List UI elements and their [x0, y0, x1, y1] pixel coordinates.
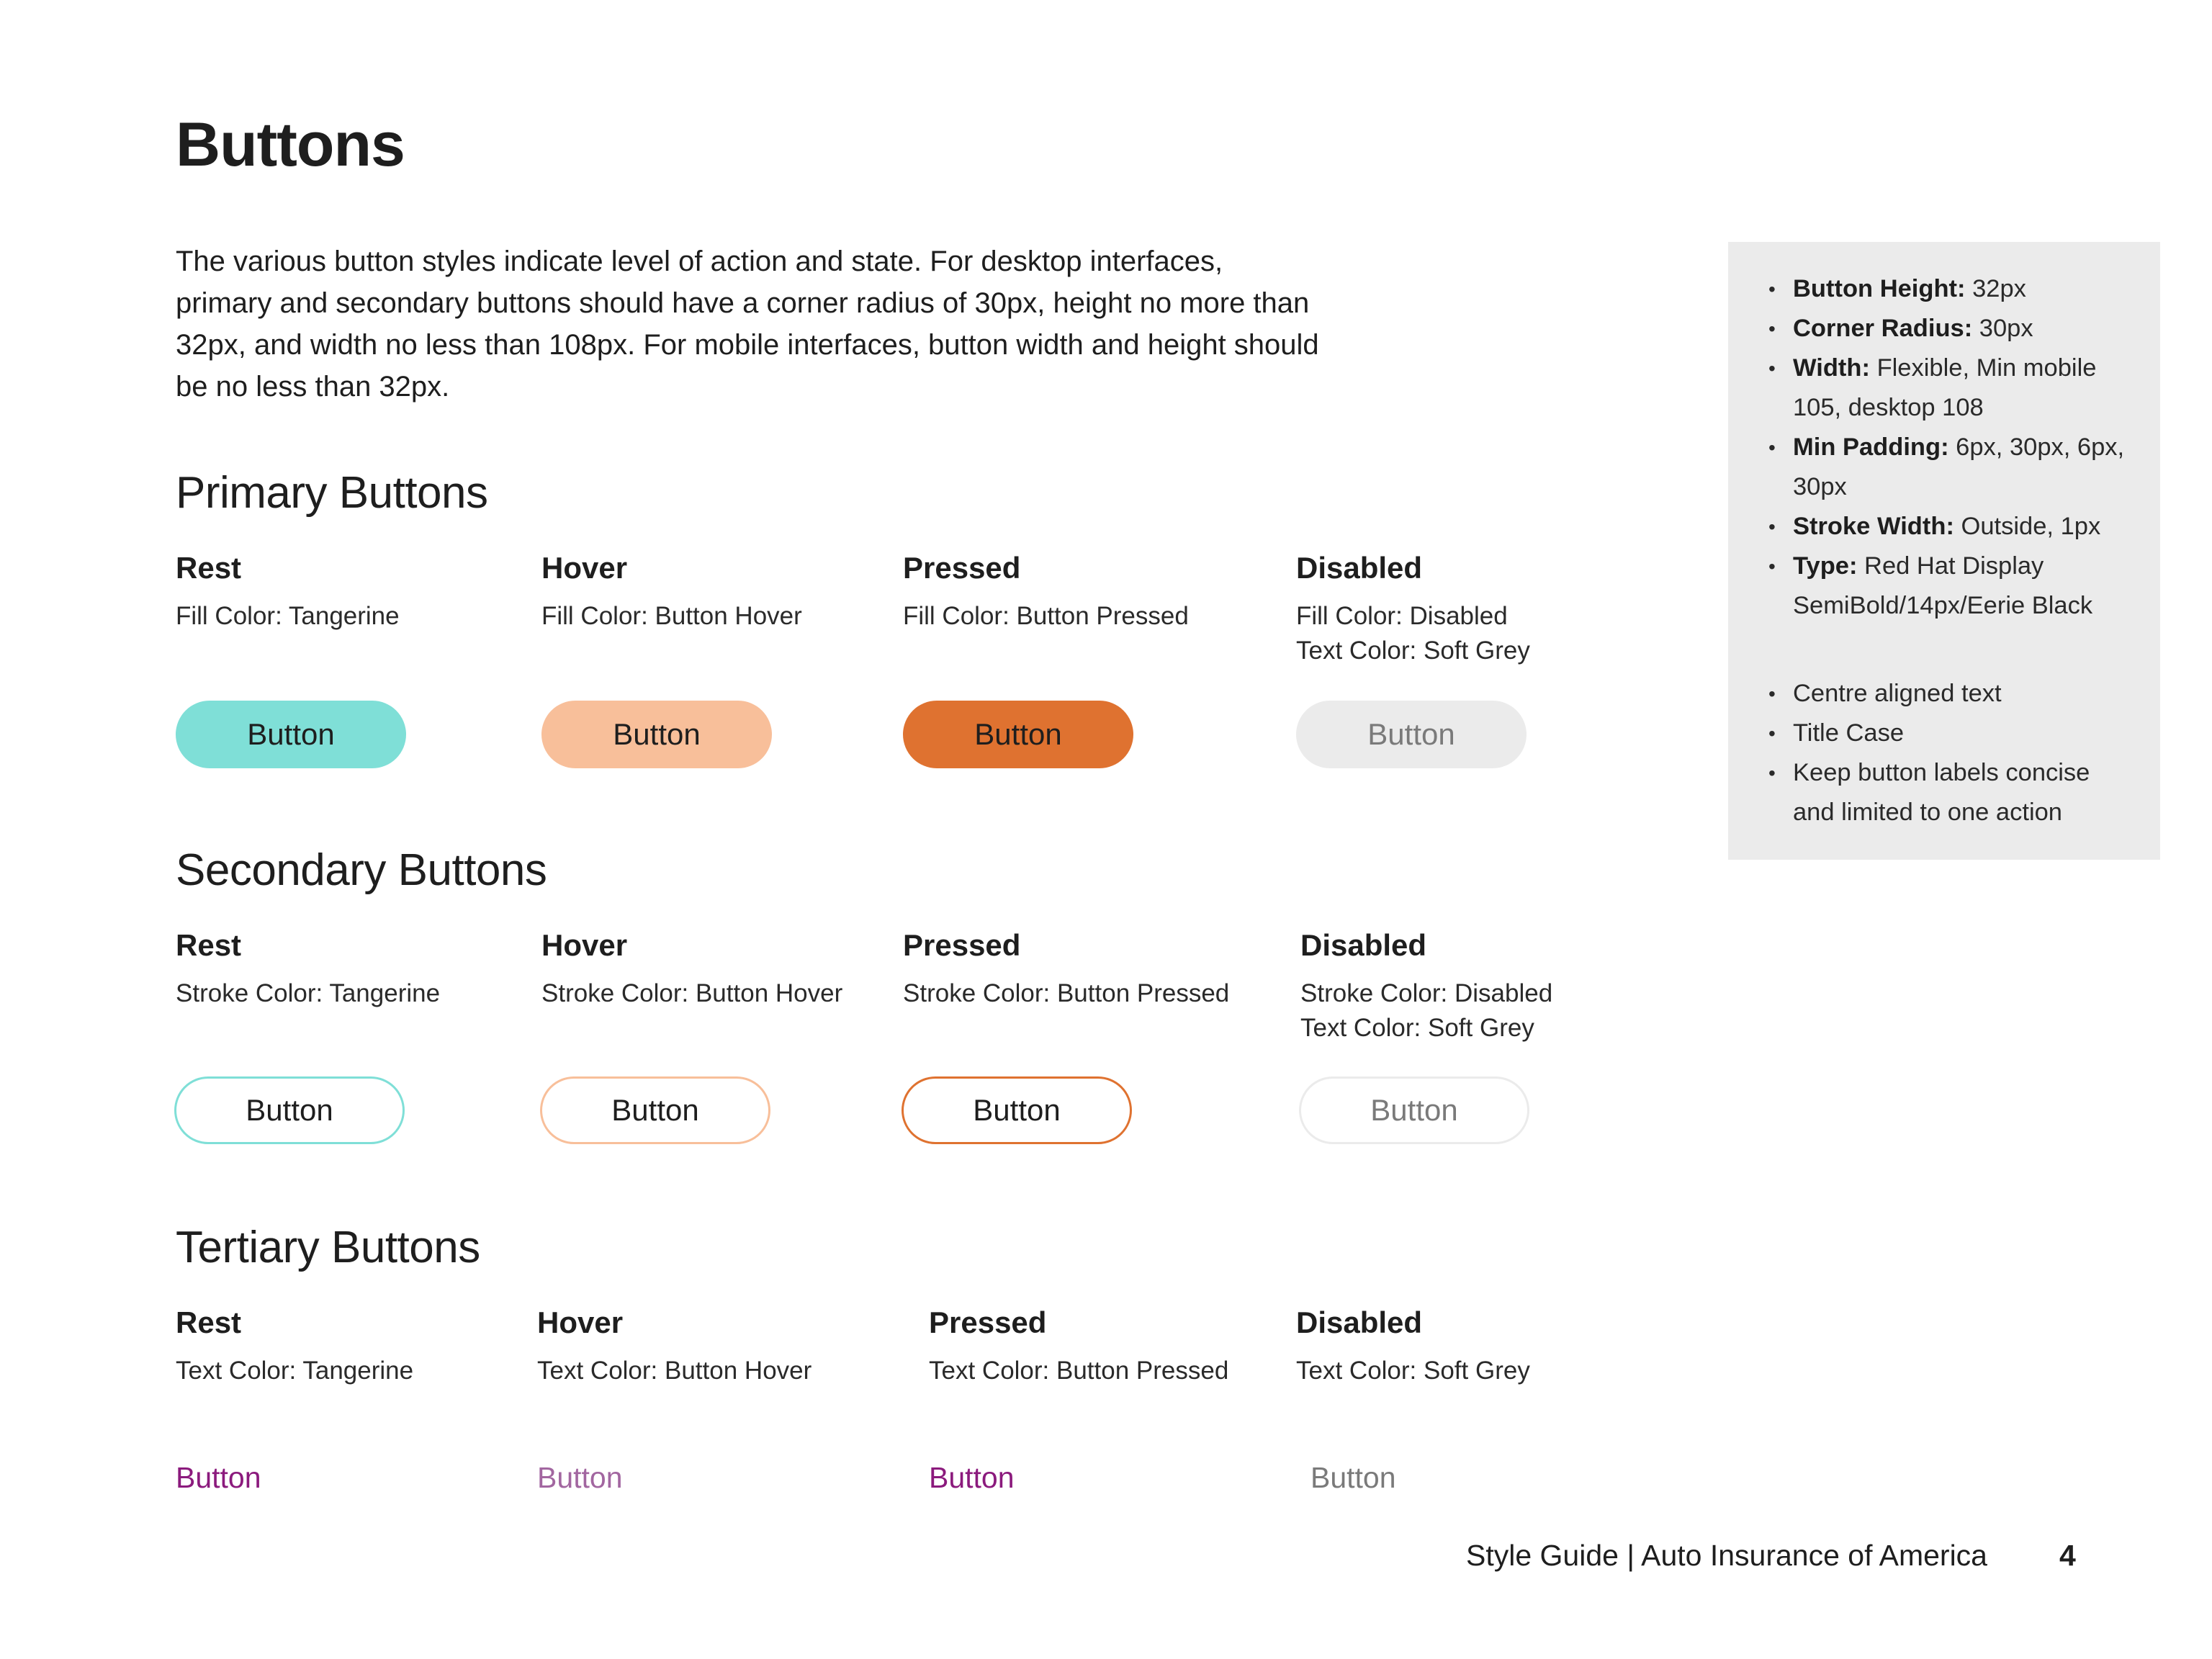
tertiary-rest-spec: Text Color: Tangerine — [176, 1357, 414, 1385]
secondary-disabled-spec-text: Text Color: Soft Grey — [1300, 1014, 1534, 1042]
spec-key: Button Height: — [1793, 275, 1966, 302]
secondary-disabled-title: Disabled — [1300, 928, 1427, 962]
note-text: Centre aligned text — [1793, 680, 2002, 707]
spec-list — [1768, 269, 2131, 626]
primary-rest-button[interactable]: Button — [176, 701, 406, 768]
primary-pressed-spec: Fill Color: Button Pressed — [903, 602, 1189, 630]
secondary-pressed-title: Pressed — [903, 928, 1021, 962]
intro-line: The various button styles indicate level of action and state. For desktop interfaces, — [176, 246, 1223, 277]
tertiary-pressed-button[interactable]: Button — [929, 1461, 1015, 1494]
spec-key: Type: — [1793, 552, 1858, 580]
intro-line: primary and secondary buttons should have a corner radius of 30px, height no more than — [176, 287, 1310, 319]
note-text: Keep button labels concise — [1793, 759, 2090, 786]
spec-value: 105, desktop 108 — [1793, 394, 1984, 421]
spec-value: 30px — [1972, 315, 2033, 342]
note-text: and limited to one action — [1793, 799, 2062, 826]
primary-hover-spec: Fill Color: Button Hover — [541, 602, 802, 630]
spec-item — [1793, 507, 2131, 547]
spec-value: 32px — [1965, 275, 2026, 302]
tertiary-disabled-spec: Text Color: Soft Grey — [1296, 1357, 1530, 1385]
spec-item — [1793, 428, 2131, 507]
primary-rest-spec: Fill Color: Tangerine — [176, 602, 400, 630]
spec-item — [1793, 547, 2131, 626]
primary-rest-title: Rest — [176, 551, 242, 585]
footer-text: Style Guide | Auto Insurance of America — [1466, 1539, 1987, 1572]
secondary-disabled-button: Button — [1299, 1076, 1529, 1144]
spec-item — [1793, 269, 2131, 309]
note-text: Title Case — [1793, 719, 1905, 747]
intro-line: be no less than 32px. — [176, 371, 450, 403]
spec-value: Outside, 1px — [1954, 513, 2101, 540]
spec-item — [1793, 349, 2131, 428]
primary-pressed-title: Pressed — [903, 551, 1021, 585]
spec-key: Stroke Width: — [1793, 513, 1954, 540]
tertiary-rest-button[interactable]: Button — [176, 1461, 261, 1494]
spec-value: Flexible, Min mobile — [1869, 354, 2097, 382]
spec-value: 6px, 30px, 6px, — [1948, 433, 2125, 461]
note-item — [1793, 753, 2131, 832]
note-item — [1793, 674, 2131, 714]
spec-value: 30px — [1793, 473, 1847, 500]
spec-key: Corner Radius: — [1793, 315, 1973, 342]
tertiary-pressed-spec: Text Color: Button Pressed — [929, 1357, 1229, 1385]
secondary-pressed-button[interactable]: Button — [902, 1076, 1132, 1144]
page-number: 4 — [2059, 1539, 2076, 1572]
notes-list — [1768, 674, 2131, 832]
spec-key: Min Padding: — [1793, 433, 1949, 461]
secondary-hover-spec: Stroke Color: Button Hover — [541, 979, 843, 1007]
secondary-hover-title: Hover — [541, 928, 628, 962]
primary-pressed-button[interactable]: Button — [903, 701, 1133, 768]
secondary-disabled-spec: Stroke Color: Disabled — [1300, 979, 1553, 1007]
spec-key: Width: — [1793, 354, 1870, 382]
tertiary-pressed-title: Pressed — [929, 1305, 1047, 1339]
spec-value: Red Hat Display — [1857, 552, 2044, 580]
spec-item — [1793, 309, 2131, 349]
tertiary-hover-spec: Text Color: Button Hover — [537, 1357, 812, 1385]
primary-disabled-spec-text: Text Color: Soft Grey — [1296, 637, 1530, 665]
tertiary-hover-button[interactable]: Button — [537, 1461, 623, 1494]
primary-section-title: Primary Buttons — [176, 468, 488, 518]
tertiary-section-title: Tertiary Buttons — [176, 1223, 480, 1272]
spec-value: SemiBold/14px/Eerie Black — [1793, 592, 2093, 619]
tertiary-rest-title: Rest — [176, 1305, 242, 1339]
secondary-section-title: Secondary Buttons — [176, 845, 547, 895]
intro-paragraph — [176, 240, 1414, 408]
page-title: Buttons — [176, 110, 405, 179]
primary-hover-title: Hover — [541, 551, 628, 585]
tertiary-disabled-button: Button — [1310, 1461, 1396, 1494]
primary-disabled-spec: Fill Color: Disabled — [1296, 602, 1508, 630]
secondary-rest-title: Rest — [176, 928, 242, 962]
primary-disabled-title: Disabled — [1296, 551, 1423, 585]
primary-hover-button[interactable]: Button — [541, 701, 772, 768]
note-item — [1793, 714, 2131, 753]
spec-sidebar — [1728, 242, 2160, 860]
secondary-rest-spec: Stroke Color: Tangerine — [176, 979, 441, 1007]
primary-disabled-button: Button — [1296, 701, 1527, 768]
tertiary-hover-title: Hover — [537, 1305, 624, 1339]
secondary-pressed-spec: Stroke Color: Button Pressed — [903, 979, 1230, 1007]
secondary-hover-button[interactable]: Button — [540, 1076, 770, 1144]
tertiary-disabled-title: Disabled — [1296, 1305, 1423, 1339]
secondary-rest-button[interactable]: Button — [174, 1076, 405, 1144]
intro-line: 32px, and width no less than 108px. For mobile interfaces, button width and height should — [176, 329, 1319, 361]
